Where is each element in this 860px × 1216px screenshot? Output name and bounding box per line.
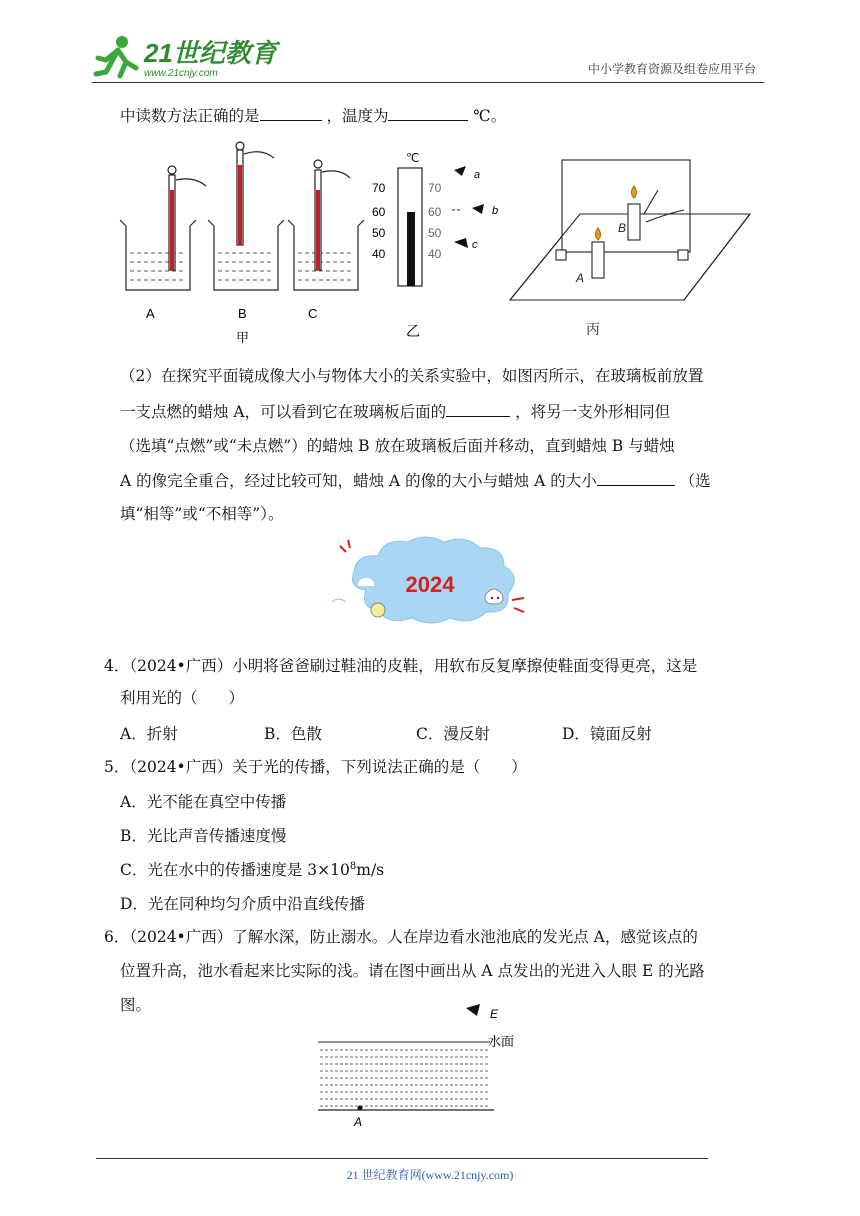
- q5-option-a: A．光不能在真空中传播: [120, 793, 287, 811]
- svg-text:B: B: [238, 306, 247, 321]
- svg-text:40: 40: [372, 247, 386, 261]
- light-point-a: [358, 1106, 363, 1111]
- svg-text:A: A: [354, 1115, 363, 1129]
- eye-icon: [454, 238, 468, 248]
- svg-text:2024: 2024: [405, 572, 455, 597]
- svg-text:甲: 甲: [236, 331, 250, 346]
- svg-text:C: C: [308, 306, 318, 321]
- q3-part2-line4: A 的像完全重合，经过比较可知，蜡烛 A 的像的大小与蜡烛 A 的大小 （选: [120, 469, 711, 492]
- svg-text:E: E: [490, 1007, 499, 1021]
- q4-option-d: D．镜面反射: [562, 725, 652, 743]
- runner-logo-icon: [92, 32, 277, 80]
- svg-text:50: 50: [372, 226, 386, 240]
- header-divider: [92, 82, 764, 83]
- svg-text:21世纪教育: 21世纪教育: [144, 38, 277, 68]
- thermometer-yi: [372, 151, 498, 340]
- answer-blank: [597, 469, 675, 486]
- svg-text:丙: 丙: [586, 322, 600, 338]
- footer-text: 21 世纪教育网(www.21cnjy.com): [346, 1168, 514, 1182]
- q6-line2: 位置升高，池水看起来比实际的浅。请在图中画出从 A 点发出的光进入人眼 E 的光路: [120, 962, 705, 980]
- svg-text:40: 40: [428, 247, 442, 261]
- q4-line1: 4．（2024•广西）小明将爸爸刷过鞋油的皮鞋，用软布反复摩擦使鞋面变得更亮，这是: [104, 657, 698, 675]
- year-banner: [326, 532, 536, 632]
- svg-text:A: A: [146, 306, 155, 321]
- q5-option-c: C．光在水中的传播速度是 $3\times 10^8m/s$: [120, 860, 385, 879]
- q5-line1: 5．（2024•广西）关于光的传播，下列说法正确的是（ ）: [104, 758, 527, 776]
- svg-text:A: A: [576, 271, 585, 285]
- q5-option-b: B．光比声音传播速度慢: [120, 827, 287, 845]
- beaker-b: [208, 142, 284, 290]
- q6-line3: 图。: [120, 996, 152, 1014]
- svg-text:70: 70: [428, 181, 442, 195]
- header-slogan: 中小学教育资源及组卷应用平台: [587, 62, 756, 76]
- q3-part2-line5: 填“相等”或“不相等”）。: [120, 505, 284, 523]
- q4-option-a: A．折射: [120, 725, 178, 743]
- svg-text:60: 60: [372, 205, 386, 219]
- site-logo: [92, 32, 277, 80]
- beaker-a: [120, 166, 206, 290]
- q3-part2-line1: （2）在探究平面镜成像大小与物体大小的关系实验中，如图丙所示，在玻璃板前放置: [120, 367, 704, 385]
- svg-text:www.21cnjy.com: www.21cnjy.com: [144, 68, 218, 79]
- water-pool-figure: [316, 1000, 526, 1128]
- eye-icon: [466, 1004, 480, 1016]
- svg-text:50: 50: [428, 226, 442, 240]
- answer-blank: [388, 104, 468, 121]
- svg-text:b: b: [492, 205, 499, 217]
- answer-blank: [260, 104, 322, 121]
- svg-text:B: B: [618, 221, 627, 235]
- eye-icon: [472, 204, 484, 214]
- q6-line1: 6．（2024•广西）了解水深，防止溺水。人在岸边看水池池底的发光点 A，感觉该点的: [104, 928, 698, 946]
- q4-option-c: C．漫反射: [416, 725, 490, 743]
- q4-option-b: B．色散: [264, 725, 322, 743]
- svg-text:a: a: [474, 169, 481, 181]
- q4-line2: 利用光的（ ）: [120, 689, 245, 707]
- svg-text:乙: 乙: [406, 324, 420, 340]
- svg-text:水面: 水面: [488, 1035, 515, 1050]
- q3-part2-line2: 一支点燃的蜡烛 A，可以看到它在玻璃板后面的 ，将另一支外形相同但: [120, 400, 670, 423]
- svg-text:c: c: [472, 239, 478, 251]
- figure-experiments: [110, 140, 760, 350]
- eye-icon: [454, 166, 466, 176]
- q3-part2-line3: （选填“点燃”或“未点燃”）的蜡烛 B 放在玻璃板后面并移动，直到蜡烛 B 与蜡烛: [120, 437, 675, 455]
- svg-text:℃: ℃: [406, 151, 420, 165]
- plane-mirror-bing: [510, 160, 750, 338]
- svg-text:60: 60: [428, 205, 442, 219]
- svg-text:70: 70: [372, 181, 386, 195]
- footer-divider: [96, 1158, 708, 1159]
- q3-line1: 中读数方法正确的是 ，温度为 ℃。: [120, 104, 506, 127]
- q5-option-d: D．光在同种均匀介质中沿直线传播: [120, 895, 365, 913]
- beaker-c: [288, 160, 364, 290]
- answer-blank: [446, 400, 510, 417]
